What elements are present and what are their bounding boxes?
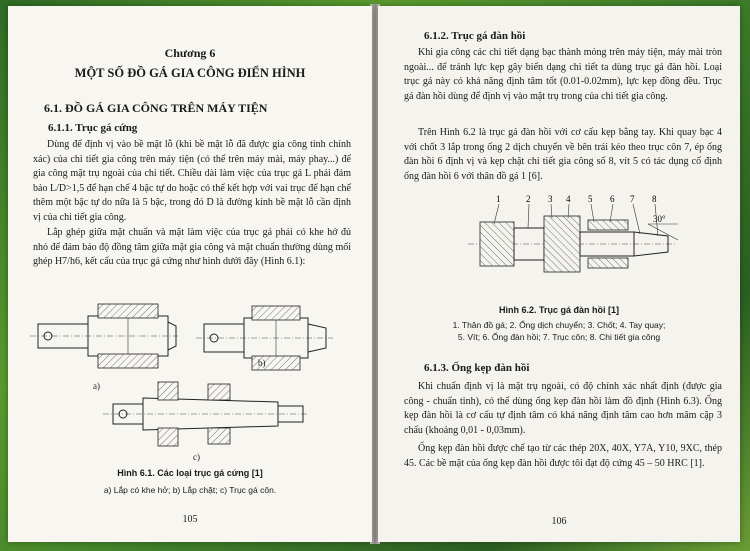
figure-6-1-drawing bbox=[8, 286, 372, 486]
callout-8: 8 bbox=[652, 194, 657, 204]
right-page bbox=[378, 6, 740, 542]
figure-label-b: b) bbox=[258, 358, 266, 368]
chapter-label: Chương 6 bbox=[164, 46, 216, 60]
figure-6-2-legend-line-2: 5. Vít; 6. Ống đàn hồi; 7. Trục côn; 8. Chi tiết gia công bbox=[457, 332, 661, 342]
page-number-right: 106 bbox=[551, 516, 567, 527]
callout-3: 3 bbox=[548, 194, 553, 204]
paragraph-1: Dùng để định vị vào bề mặt lỗ (khi bề mặt lỗ đã được gia công tinh chính xác) của chi tiết gia công trên máy tiện (có thể trên máy mài, máy phay...) để gia công mặt trụ ngoài của chi tiết. Chiều dài làm việc của trục gá L phải đảm bảo L/D>1,5 để hạn chế 4 bậc tự do hoặc có thể kết hợp với vai trục để hạn chế thêm một bậc tự do nữa là 5 bậc, trong đó D là đường kính bề mặt lỗ cần định vị của chi tiết gia công. bbox=[33, 139, 351, 223]
figure-6-1-caption: Hình 6.1. Các loại trục gá cứng [1] bbox=[117, 468, 263, 478]
figure-6-1-legend: a) Lắp có khe hở; b) Lắp chặt; c) Trục gá côn. bbox=[103, 485, 277, 495]
section-heading: 6.1. ĐỒ GÁ GIA CÔNG TRÊN MÁY TIỆN bbox=[44, 101, 268, 115]
figure-6-2-drawing bbox=[378, 194, 740, 304]
paragraph-6-1-2-b: Trên Hình 6.2 là trục gá đàn hồi với cơ cấu kẹp bằng tay. Khi quay bạc 4 với chốt 3 lắp trong ống 2 dịch chuyển về bên trái kéo theo trục côn 7, ép ống đàn hồi 6 định vị và kẹp chặt chi tiết gia công số 8, vít 5 có tác dụng cố định ống đàn hồi 6 với thân đồ gá 1 [6]. bbox=[404, 127, 722, 182]
paragraph-6-1-3-a: Khi chuẩn định vị là mặt trụ ngoài, có độ chính xác nhất định (được gia công - chuẩn tinh), có thể dùng ống kẹp đàn hồi làm đồ định (Hình 6.3). Ống kẹp đàn hồi là cơ cấu tự định tâm có khả năng định tâm cao hơn mâm cặp 3 chấu (khoảng 0,01 - 0,03mm). bbox=[404, 381, 722, 436]
subsection-heading-6-1-3: 6.1.3. Ống kẹp đàn hồi bbox=[424, 362, 530, 374]
figure-label-a: a) bbox=[93, 381, 100, 391]
mandrel-a bbox=[30, 304, 178, 368]
callout-7: 7 bbox=[630, 194, 635, 204]
subsection-heading-6-1-2: 6.1.2. Trục gá đàn hồi bbox=[424, 30, 526, 42]
subsection-heading: 6.1.1. Trục gá cứng bbox=[48, 122, 138, 134]
callout-5: 5 bbox=[588, 194, 593, 204]
callout-6: 6 bbox=[610, 194, 615, 204]
page-number-left: 105 bbox=[182, 514, 198, 525]
angle-label: 30° bbox=[653, 214, 666, 224]
paragraph-2: Lắp ghép giữa mặt chuẩn và mặt làm việc của trục gá phải có khe hở đủ nhỏ để đảm bảo độ đồng tâm giữa mặt gia công và mặt chuẩn thường dùng mối ghép H7/h6, kết cấu của trục gá cứng như hình dưới đây (Hình 6.1): bbox=[33, 227, 351, 268]
mandrel-c bbox=[103, 382, 308, 446]
callout-1: 1 bbox=[496, 194, 501, 204]
figure-6-2-caption: Hình 6.2. Trục gá đàn hồi [1] bbox=[498, 305, 619, 315]
callout-2: 2 bbox=[526, 194, 531, 204]
paragraph-6-1-3-b: Ống kẹp đàn hồi được chế tạo từ các thép 20X, 40X, Y7A, Y10, 9XC, thép 45. Các bề mặt của ống kẹp đàn hồi được tôi đạt độ cứng 45 – 50 HRC [1]. bbox=[404, 443, 722, 469]
left-page bbox=[8, 6, 372, 542]
callout-4: 4 bbox=[566, 194, 571, 204]
paragraph-6-1-2-a: Khi gia công các chi tiết dạng bạc thành mỏng trên máy tiện, máy mài tròn ngoài... để tránh lực kẹp gây biến dạng chi tiết ta dùng trục gá đàn hồi. Loại trục gá này có khả năng định tâm tốt (0.01-0.02mm), lực kẹp đồng đều. Trục gá đàn hồi dùng để định vị vào mặt trụ trong của chi tiết gia công. bbox=[404, 47, 722, 102]
figure-6-2-legend-line-1: 1. Thân đồ gá; 2. Ống dịch chuyển; 3. Chốt; 4. Tay quay; bbox=[452, 320, 666, 330]
chapter-title: MỘT SỐ ĐỒ GÁ GIA CÔNG ĐIỂN HÌNH bbox=[74, 66, 306, 80]
figure-label-c: c) bbox=[193, 452, 200, 462]
